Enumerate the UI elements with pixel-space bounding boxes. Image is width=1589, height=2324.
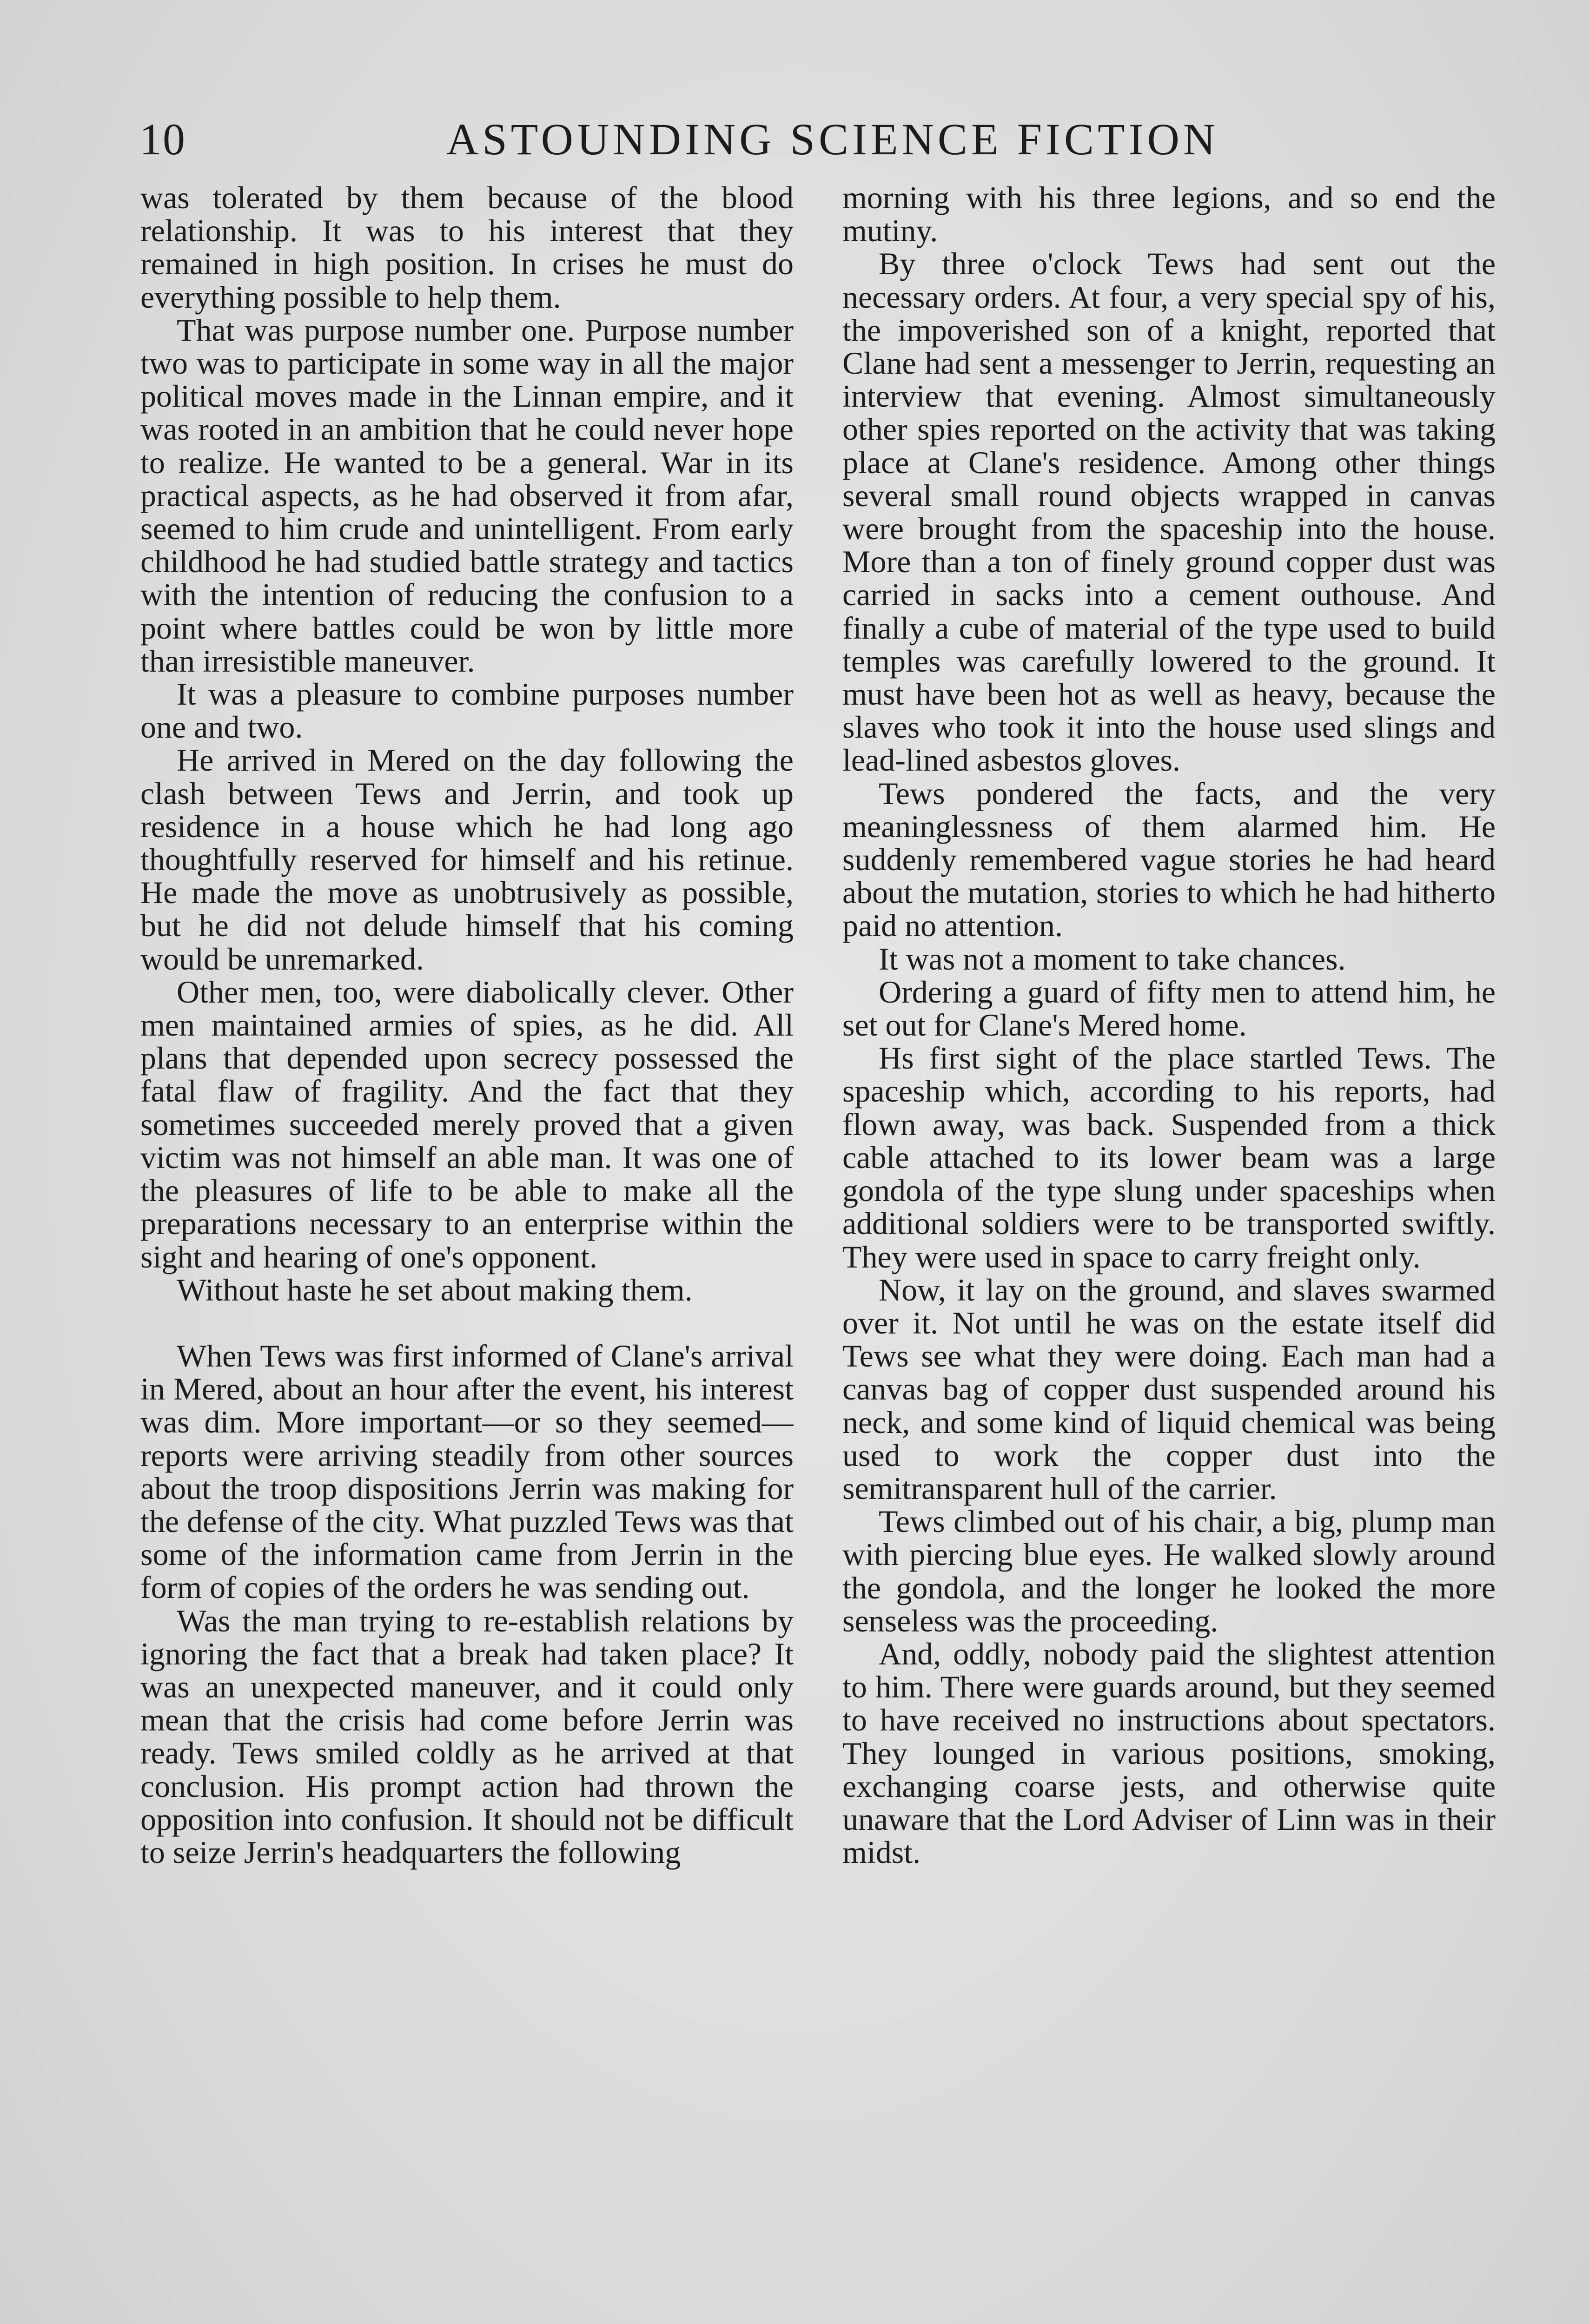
paragraph: Now, it lay on the ground, and slaves swarmed over it. Not until he was on the estate itself did Tews see what they were doing. Each man had a canvas bag of copper dust suspended around his neck, and some kind of liquid chemical was being used to work the copper dust into the semitransparent hull of the carrier. <box>842 1272 1496 1506</box>
page-number: 10 <box>139 114 186 164</box>
paragraph: He arrived in Mered on the day following the clash between Tews and Jerrin, and took up residence in a house which he had long ago thoughtfully reserved for himself and his retinue. He made the move as unobtrusively as possible, but he did not delude himself that his coming would be unremarked. <box>140 742 794 977</box>
paragraph: Tews climbed out of his chair, a big, plump man with piercing blue eyes. He walked slowly around the gondola, and the longer he looked the more senseless was the proceeding. <box>842 1504 1496 1638</box>
paragraph: Ordering a guard of fifty men to attend him, he set out for Clane's Mered home. <box>842 974 1496 1043</box>
paragraph: morning with his three legions, and so end the mutiny. <box>842 181 1496 249</box>
right-text-column <box>842 181 1496 2291</box>
paragraph: Tews pondered the facts, and the very meaninglessness of them alarmed him. He suddenly remembered vague stories he had heard about the mutation, stories to which he had hitherto paid no attention. <box>842 775 1496 944</box>
page-header <box>139 114 1219 170</box>
paragraph: That was purpose number one. Purpose number two was to participate in some way in all the major political moves made in the Linnan empire, and it was rooted in an ambition that he could never hope to realize. He wanted to be a general. War in its practical aspects, as he had observed it from afar, seemed to him crude and unintelligent. From early childhood he had studied battle strategy and tactics with the intention of reducing the confusion to a point where battles could be won by little more than irresistible maneuver. <box>140 312 794 679</box>
paragraph: Other men, too, were diabolically clever. Other men maintained armies of spies, as he did. All plans that depended upon secrecy possessed the fatal flaw of fragility. And the fact that they sometimes succeeded merely proved that a given victim was not himself an able man. It was one of the pleasures of life to be able to make all the preparations necessary to an enterprise within the sight and hearing of one's opponent. <box>140 974 794 1274</box>
paragraph: And, oddly, nobody paid the slightest attention to him. There were guards around, but they seemed to have received no instructions about spectators. They lounged in various positions, smoking, exchanging coarse jests, and otherwise quite unaware that the Lord Adviser of Linn was in their midst. <box>842 1636 1496 1870</box>
paragraph: was tolerated by them because of the blood relationship. It was to his interest that they remained in high position. In crises he must do everything possible to help them. <box>140 181 794 315</box>
paragraph: Was the man trying to re-establish relations by ignoring the fact that a break had taken place? It was an unexpected maneuver, and it could only mean that the crisis had come before Jerrin was ready. Tews smiled coldly as he arrived at that conclusion. His prompt action had thrown the opposition into confusion. It should not be difficult to seize Jerrin's headquarters the following <box>140 1603 794 1870</box>
section-break-paragraph: When Tews was first informed of Clane's arrival in Mered, about an hour after the event, his interest was dim. More important—or so they seemed—reports were arriving steadily from other sources about the troop dispositions Jerrin was making for the defense of the city. What puzzled Tews was that some of the information came from Jerrin in the form of copies of the orders he was sending out. <box>140 1338 794 1605</box>
paragraph: It was a pleasure to combine purposes number one and two. <box>140 676 794 745</box>
left-text-column <box>140 181 794 2291</box>
paragraph: By three o'clock Tews had sent out the necessary orders. At four, a very special spy of his, the impoverished son of a knight, reported that Clane had sent a messenger to Jerrin, requesting an interview that evening. Almost simultaneously other spies reported on the activity that was taking place at Clane's residence. Among other things several small round objects wrapped in canvas were brought from the spaceship into the house. More than a ton of finely ground copper dust was carried in sacks into a cement outhouse. And finally a cube of material of the type used to build temples was carefully lowered to the ground. It must have been hot as well as heavy, because the slaves who took it into the house used slings and lead-lined asbestos gloves. <box>842 246 1496 778</box>
paragraph: Without haste he set about making them. <box>177 1272 693 1307</box>
paragraph: Hs first sight of the place startled Tews. The spaceship which, according to his reports, had flown away, was back. Suspended from a thick cable attached to its lower beam was a large gondola of the type slung under spaceships when additional soldiers were to be transported swiftly. They were used in space to carry freight only. <box>842 1040 1496 1274</box>
paragraph: It was not a moment to take chances. <box>879 941 1346 977</box>
running-title: ASTOUNDING SCIENCE FICTION <box>446 114 1219 164</box>
